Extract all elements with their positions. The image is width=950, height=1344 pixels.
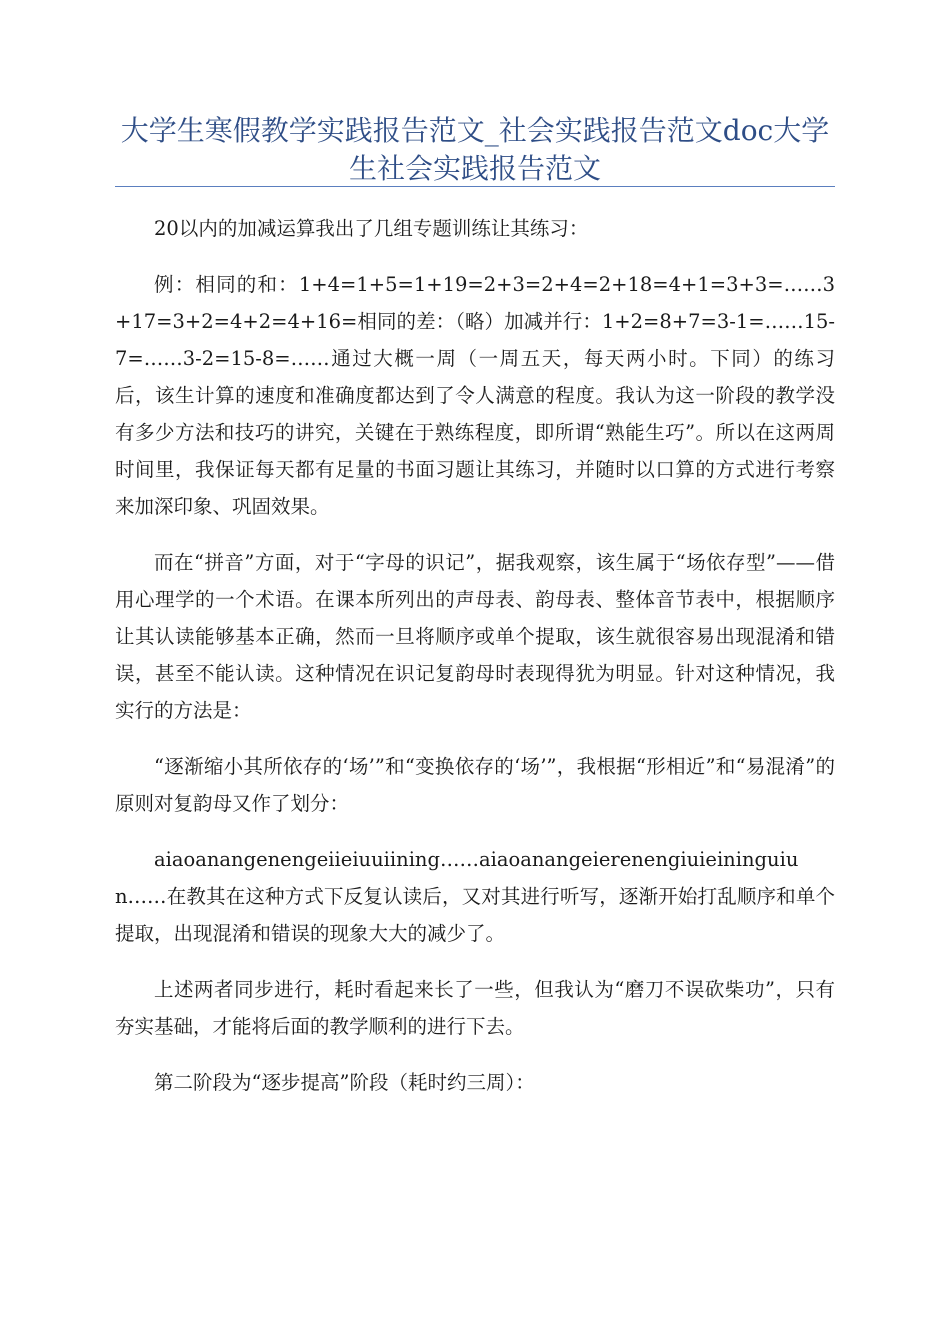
paragraph-5: aiaoanangenengeiieiuuiining……aiaoanangeierenengiuieininguiun……在教其在这种方式下反复认读后，又对其进行听写，逐渐开始打乱顺序和单个提取，出现混淆和错误的现象大大的减少了。 [115,848,835,945]
paragraph-2: 例：相同的和：1+4=1+5=1+19=2+3=2+4=2+18=4+1=3+3=……3+17=3+2=4+2=4+16=相同的差：（略）加减并行：1+2=8+7=3-1=……15-7=……3-2=15-8=……通过大概一周（一周五天，每天两小时。下同）的练习后，该生计算的速度和准确度都达到了令人满意的程度。我认为这一阶段的教学没有多少方法和技巧的讲究，关键在于熟练程度，即所谓“熟能生巧”。所以在这两周时间里，我保证每天都有足量的书面习题让其练习，并随时以口算的方式进行考察来加深印象、巩固效果。 [115,273,835,518]
document-title: 大学生寒假教学实践报告范文_社会实践报告范文doc大学生社会实践报告范文 [120,114,830,185]
paragraph-6: 上述两者同步进行，耗时看起来长了一些，但我认为“磨刀不误砍柴功”，只有夯实基础，才能将后面的教学顺利的进行下去。 [115,978,835,1038]
document-body [115,210,835,1120]
paragraph-1: 20以内的加减运算我出了几组专题训练让其练习： [154,217,589,240]
paragraph-4: “逐渐缩小其所依存的‘场’”和“变换依存的‘场’”，我根据“形相近”和“易混淆”的原则对复韵母又作了划分： [115,755,835,815]
paragraph-7: 第二阶段为“逐步提高”阶段（耗时约三周）： [154,1071,535,1094]
title-underline [115,186,835,187]
paragraph-3: 而在“拼音”方面，对于“字母的识记”，据我观察，该生属于“场依存型”——借用心理学的一个术语。在课本所列出的声母表、韵母表、整体音节表中，根据顺序让其认读能够基本正确，然而一旦将顺序或单个提取，该生就很容易出现混淆和错误，甚至不能认读。这种情况在识记复韵母时表现得犹为明显。针对这种情况，我实行的方法是： [115,551,835,722]
